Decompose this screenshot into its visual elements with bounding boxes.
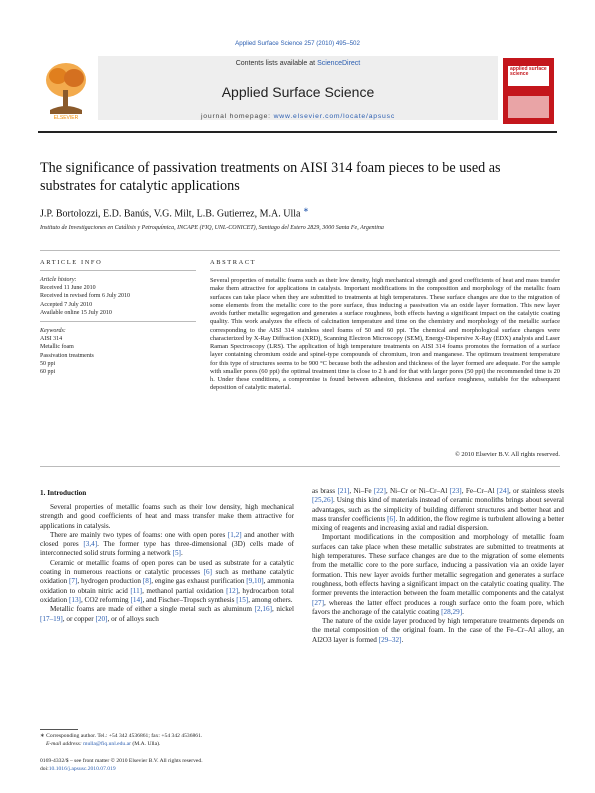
citation-link[interactable]: [13] [68,595,81,604]
citation-link[interactable]: [25,26] [312,496,333,505]
citation-link[interactable]: [9,10] [246,577,264,586]
keyword: 60 ppi [40,369,56,376]
history-item: Received in revised form 6 July 2010 [40,293,130,300]
citation-link[interactable]: [6] [203,568,213,577]
citation-link[interactable]: [2,16] [254,605,272,614]
citation-link[interactable]: [7] [68,577,78,586]
divider [40,321,196,322]
citation-link[interactable]: [21] [337,487,350,495]
author-list: J.P. Bortolozzi, E.D. Banús, V.G. Milt, L.B. Gutierrez, M.A. Ulla ∗ [40,206,309,220]
homepage-link[interactable]: www.elsevier.com/locate/apsusc [273,113,396,120]
paragraph: as brass [21], Ni–Fe [22], Ni–Cr or Ni–Cr–Al [23], Fe–Cr–Al [24], or stainless steels [25,26]. Using this kind of materials instead of ceramic monoliths brings about several advantages, such as the simplicity of building different structures and better heat and mass transfer coefficients [6]. In addition, the flow regime is turbulent allowing a better mixing of reagents and increasing axial and radial dispersion. [312,487,565,533]
paragraph: There are mainly two types of foams: one with open pores [1,2] and another with closed pores [3,4]. The former type has three-dimensional (3D) cells made of interconnected solid struts forming a network [5]. [40,530,294,558]
citation-link[interactable]: [3,4] [83,540,98,549]
keywords [40,327,196,376]
citation-link[interactable]: [17–19] [40,614,63,623]
paragraph: Metallic foams are made of either a single metal such as aluminum [2,16], nickel [17–19], or copper [20], or of alloys such [40,605,294,623]
keyword: 50 ppi [40,360,56,367]
elsevier-tree-logo [40,56,92,120]
sciencedirect-link[interactable]: ScienceDirect [317,60,361,67]
keyword: Metallic foam [40,344,74,351]
history-item: Accepted 7 July 2010 [40,301,93,308]
citation-link[interactable]: [14] [130,595,143,604]
journal-cover-thumbnail [503,58,554,124]
keyword: AISI 314 [40,336,63,343]
citation-link[interactable]: [22] [373,487,386,495]
cover-title: applied surface science [510,66,547,78]
doi-link[interactable]: 10.1016/j.apsusc.2010.07.019 [48,765,116,772]
citation-link[interactable]: [29–32] [378,635,402,644]
journal-homepage: journal homepage: www.elsevier.com/locate/apsusc [200,113,396,120]
citation-link[interactable]: [20] [95,614,108,623]
section-heading-introduction: 1. Introduction [40,489,87,497]
divider [40,466,560,467]
keywords-label: Keywords: [40,328,66,334]
citation-link[interactable]: [6] [387,514,396,523]
divider [210,270,560,271]
footnote-rule [40,729,78,730]
article-history [40,276,196,317]
header-divider [38,131,557,133]
journal-reference[interactable]: Applied Surface Science 257 (2010) 495–502 [235,40,360,47]
paragraph: Ceramic or metallic foams of open pores can be used as substrate for a catalytic coating in numerous reactions or catalytic processes [6] such as methane catalytic oxidation [7], hydrogen production [8], engine gas exhaust purification [9,10], ammonia oxidation to obtain nitric acid [11], methanol partial oxidation [12], hydrocarbon total oxidation [13], CO2 reforming [14], and Fischer–Tropsch synthesis [15], among others. [40,558,294,604]
citation-link[interactable]: [12] [226,586,239,595]
article-info-heading: ARTICLE INFO [40,259,103,266]
svg-text:ELSEVIER: ELSEVIER [53,115,79,120]
abstract-text: Several properties of metallic foams such as their low density, high mechanical strength and good coefficients of heat and mass transfer make them attractive for applications in catalysis. Important modifications in the composition and morphology of the metallic foam surfaces can take place when they are submitted to treatments at high temperatures. These surface changes are due to the migration of some elements from the metallic core to the pore surface, thus inducing a passivation via an oxide layer formation. This new layer avoids further metallic segregation and generates a surface roughness, both effects having a significant impact on the catalytic coating quality. This work analyzes the effects of calcination temperature and time on the chemistry and morphology of the metallic surface corresponding to the AISI 314 stainless steel foams of 50 and 60 ppi. The chemical and morphological surface changes were characterized by X-Ray Diffraction (XRD), Scanning Electron Microscopy (SEM), Energy-Dispersive X-Ray (EDX) analysis and Laser Raman Spectroscopy (LRS). The application of high temperature treatments on AISI 314 foams promotes the formation of a surface layer containing chromium oxide and spinel-type compounds of chromium, iron and manganese. The optimum treatment temperature for this type of structures seems to be 900 °C because both the adhesion and thickness of the layer formed are adequate. For the sample with smaller pores (60 ppi) the optimal treatment time is close to 2 h and for that with larger pores (50 ppi) the recommended time is 20 h. Under these conditions, a compromise is found between adhesion, thickness and surface roughness, suitable for the subsequent deposition of catalytic material. [210,277,560,392]
citation-link[interactable]: [23] [449,487,462,495]
citation-link[interactable]: [8] [142,577,152,586]
history-label: Article history: [40,277,77,283]
journal-title: Applied Surface Science [221,84,375,100]
corresponding-author-mark[interactable]: ∗ [302,206,309,214]
history-item: Received 11 June 2010 [40,285,96,292]
divider [40,270,196,271]
affiliation: Instituto de Investigaciones en Catálisis y Petroquímica, INCAPE (FIQ, UNL-CONICET), Santiago del Estero 2829, 3000 Santa Fe, Argentina [40,225,384,231]
divider [40,250,560,251]
citation-link[interactable]: [24] [496,487,509,495]
paragraph: Several properties of metallic foams such as their low density, high mechanical strength and good coefficients of heat and mass transfer make them attractive for applications in catalysis. [40,503,294,530]
abstract-heading: ABSTRACT [210,259,257,266]
contents-line: Contents lists available at ScienceDirect [235,60,361,67]
paragraph: Important modifications in the composition and morphology of metallic foam surfaces can take place when these metallic substrates are submitted to treatments at high temperatures. These surface changes are due to the migration of some elements from the metallic core to the pore surface, inducing a passivation via an oxide layer formation. This new layer avoids further metallic segregation and generates a surface roughness, both effects having a significant impact on the catalytic coating quality. The former prevents the interaction between the foam metallic components and the catalyst [27], whereas the latter effect produces a rough surface onto the foam pore, which favors the anchorage of the catalytic coating [28,29]. [312,533,564,616]
citation-link[interactable]: [11] [130,586,143,595]
keyword: Passivation treatments [40,352,94,359]
copyright: © 2010 Elsevier B.V. All rights reserved. [454,451,560,458]
citation-link[interactable]: [27] [312,598,324,607]
paragraph: The nature of the oxide layer produced by high temperature treatments depends on the metal composition of the original foam. In the case of the Fe–Cr–Al alloy, an Al2O3 layer is formed [29–32]. [312,617,564,644]
issn-line: 0169-4332/$ – see front matter © 2010 Elsevier B.V. All rights reserved. [40,758,203,764]
email-link[interactable]: mulla@fiq.unl.edu.ar [83,740,131,747]
article-title: The significance of passivation treatments on AISI 314 foam pieces to be used as substrates for catalytic applications [40,160,501,194]
citation-link[interactable]: [1,2] [227,530,242,539]
citation-link[interactable]: [5] [172,549,181,558]
body-column-left [40,503,294,624]
issn-doi-block: 0169-4332/$ – see front matter © 2010 Elsevier B.V. All rights reserved. doi:10.1016/j.apsusc.2010.07.019 [40,758,340,773]
citation-link[interactable]: [15] [236,595,249,604]
history-item: Available online 15 July 2010 [40,309,112,316]
corresponding-author-footnote: ∗ Corresponding author. Tel.: +54 342 4536861; fax: +54 342 4536861. E-mail address: mulla@fiq.unl.edu.ar (M.A. Ulla). [40,733,203,747]
citation-link[interactable]: [28,29] [441,607,463,616]
body-column-right [312,487,564,645]
